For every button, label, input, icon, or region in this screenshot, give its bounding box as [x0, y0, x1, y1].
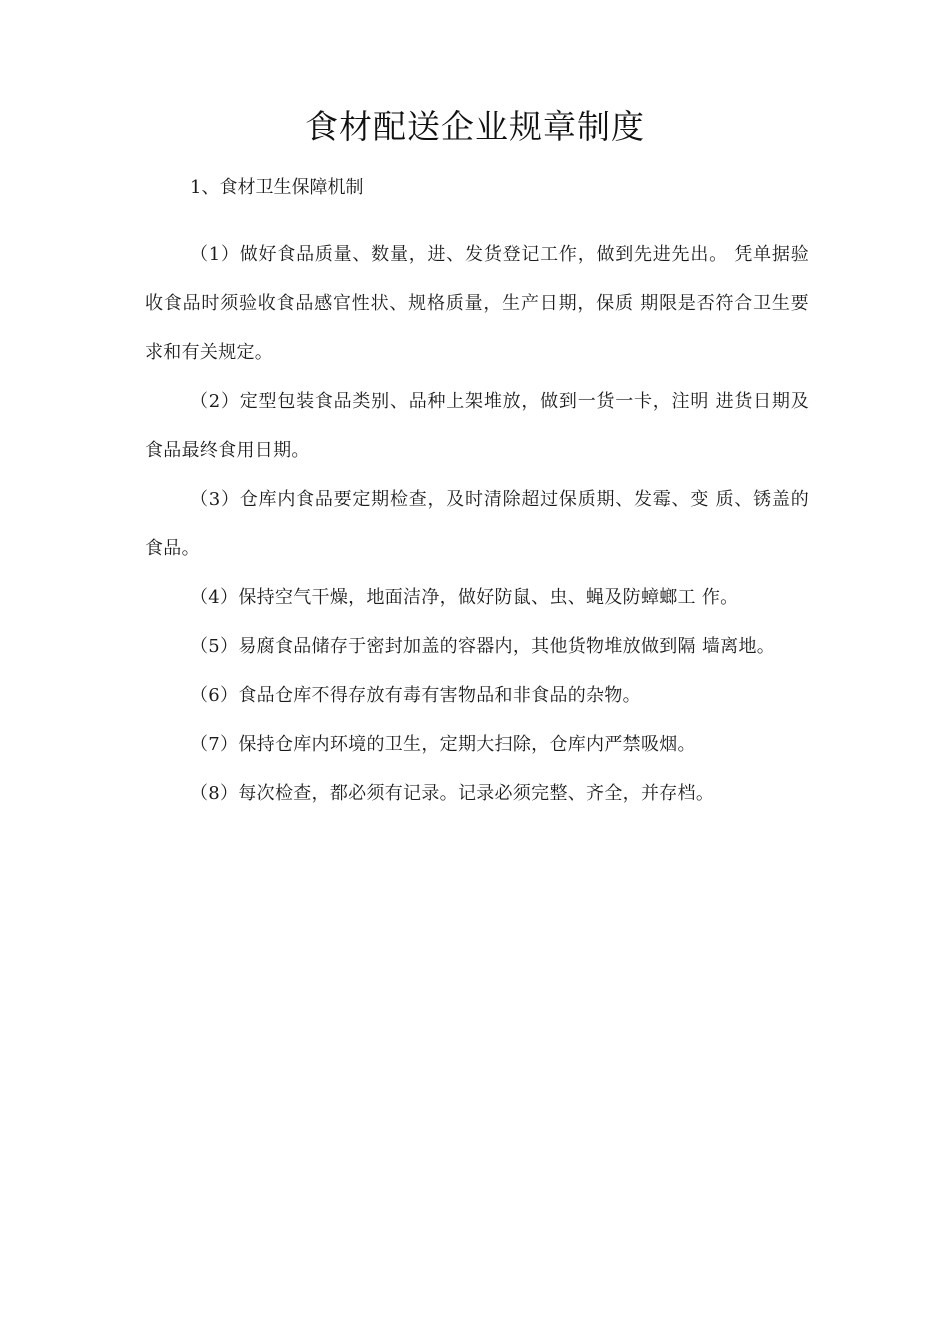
document-title: 食材配送企业规章制度: [305, 107, 645, 146]
paragraph-8: （8）每次检查，都必须有记录。记录必须完整、齐全，并存档。: [190, 783, 715, 804]
paragraph-6: （6）食品仓库不得存放有毒有害物品和非食品的杂物。: [190, 685, 641, 706]
paragraph-1: （1）做好食品质量、数量，进、发货登记工作，做到先进先出。 凭单据验收食品时须验收食品感官性状、规格质量，生产日期，保质 期限是否符合卫生要求和有关规定。: [145, 244, 809, 363]
paragraph-2: （2）定型包装食品类别、品种上架堆放，做到一货一卡，注明 进货日期及食品最终食用日期。: [145, 391, 809, 461]
paragraph-3: （3）仓库内食品要定期检查，及时清除超过保质期、发霉、变 质、锈盖的食品。: [145, 489, 809, 559]
paragraph-5: （5）易腐食品储存于密封加盖的容器内，其他货物堆放做到隔 墙离地。: [190, 636, 776, 657]
paragraph-4: （4）保持空气干燥，地面洁净，做好防鼠、虫、蝇及防蟑螂工 作。: [190, 587, 739, 608]
paragraph-7: （7）保持仓库内环境的卫生，定期大扫除，仓库内严禁吸烟。: [190, 734, 696, 755]
section-heading: 1、食材卫生保障机制: [190, 177, 364, 198]
document-body: [145, 230, 809, 818]
